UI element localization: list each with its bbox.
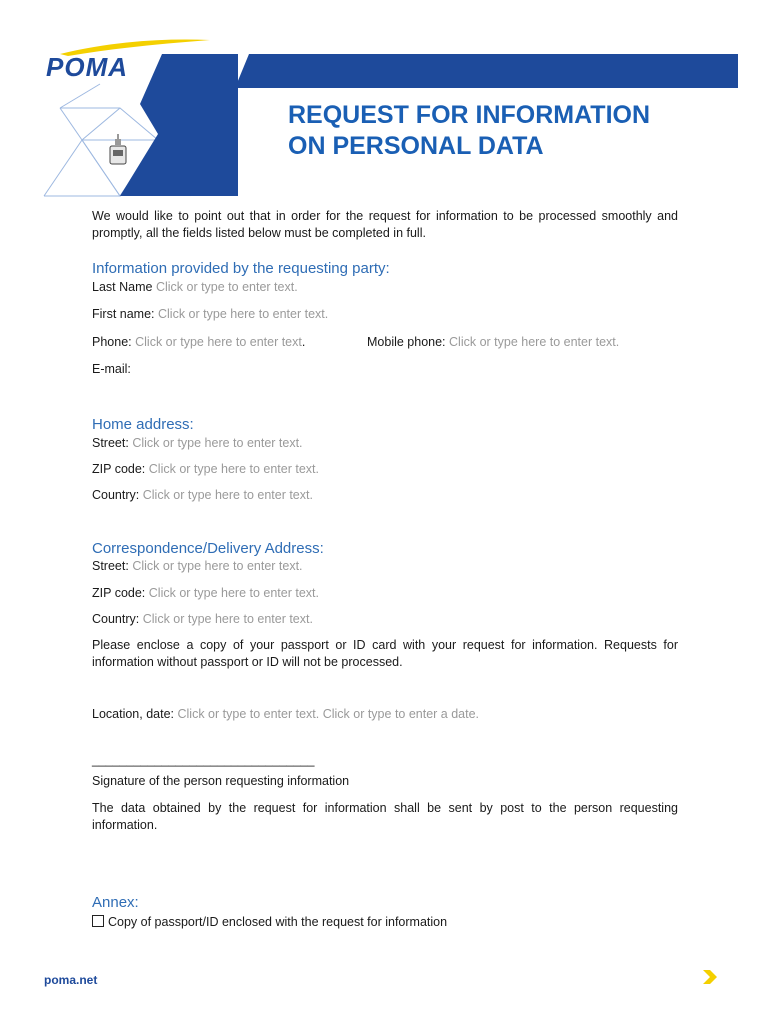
delivery-zip-input[interactable]: Click or type here to enter text.	[148, 586, 319, 600]
annex-checkbox-row[interactable]	[92, 914, 447, 931]
home-country-input[interactable]: Click or type here to enter text.	[142, 488, 313, 502]
post-note: The data obtained by the request for information shall be sent by post to the person requesting information.	[92, 801, 678, 832]
intro-text: We would like to point out that in order for the request for information to be processed smoothly and promptly, all the fields listed below must be completed in full.	[92, 209, 678, 240]
last-name-field[interactable]	[92, 279, 298, 296]
last-name-label: Last Name	[92, 280, 153, 294]
delivery-country-input[interactable]: Click or type here to enter text.	[142, 612, 313, 626]
delivery-country-label: Country:	[92, 612, 140, 626]
requesting-party-heading: Information provided by the requesting party:	[92, 260, 390, 277]
first-name-label: First name:	[92, 307, 155, 321]
delivery-street-field[interactable]	[92, 558, 303, 575]
home-country-label: Country:	[92, 488, 140, 502]
location-date-label: Location, date:	[92, 707, 175, 721]
phone-label: Phone:	[92, 335, 132, 349]
first-name-field[interactable]	[92, 306, 328, 323]
signature-line: ________________________________	[92, 753, 315, 767]
phone-dot: .	[301, 335, 306, 349]
delivery-street-label: Street:	[92, 559, 129, 573]
home-street-field[interactable]	[92, 435, 303, 452]
email-field[interactable]	[92, 361, 131, 378]
mobile-phone-field[interactable]	[367, 334, 619, 351]
home-street-label: Street:	[92, 436, 129, 450]
title-line-1: REQUEST FOR INFORMATION	[288, 101, 651, 129]
delivery-zip-label: ZIP code:	[92, 586, 146, 600]
phone-input[interactable]: Click or type here to enter text	[135, 335, 302, 349]
delivery-zip-field[interactable]	[92, 585, 319, 602]
location-date-input[interactable]: Click or type to enter text. Click or type to enter a date.	[177, 707, 480, 721]
enclose-note: Please enclose a copy of your passport or ID card with your request for information. Requests for information without passport or ID will not be processed.	[92, 638, 678, 669]
gondola-icon	[110, 134, 126, 164]
delivery-address-heading: Correspondence/Delivery Address:	[92, 540, 324, 557]
header-blue-band	[235, 54, 738, 88]
email-label: E-mail:	[92, 362, 131, 376]
header-triangles-graphic	[40, 54, 240, 200]
logo-text: POMA	[46, 52, 128, 82]
home-zip-input[interactable]: Click or type here to enter text.	[148, 462, 319, 476]
annex-heading: Annex:	[92, 894, 139, 911]
home-zip-label: ZIP code:	[92, 462, 146, 476]
home-zip-field[interactable]	[92, 461, 319, 478]
passport-checkbox[interactable]	[92, 915, 104, 927]
mobile-phone-label: Mobile phone:	[367, 335, 446, 349]
home-country-field[interactable]	[92, 487, 313, 504]
footer-website-link[interactable]: poma.net	[44, 973, 98, 987]
home-street-input[interactable]: Click or type here to enter text.	[132, 436, 303, 450]
passport-checkbox-label: Copy of passport/ID enclosed with the request for information	[108, 915, 448, 929]
signature-caption: Signature of the person requesting information	[92, 774, 350, 788]
last-name-input[interactable]: Click or type to enter text.	[155, 280, 298, 294]
mobile-phone-input[interactable]: Click or type here to enter text.	[449, 335, 620, 349]
chevron-right-icon	[702, 968, 718, 986]
delivery-country-field[interactable]	[92, 611, 313, 628]
phone-field[interactable]	[92, 334, 305, 351]
location-date-field[interactable]	[92, 706, 479, 723]
home-address-heading: Home address:	[92, 416, 194, 433]
page-title	[288, 100, 728, 162]
delivery-street-input[interactable]: Click or type here to enter text.	[132, 559, 303, 573]
first-name-input[interactable]: Click or type here to enter text.	[158, 307, 329, 321]
title-line-2: ON PERSONAL DATA	[288, 132, 544, 160]
